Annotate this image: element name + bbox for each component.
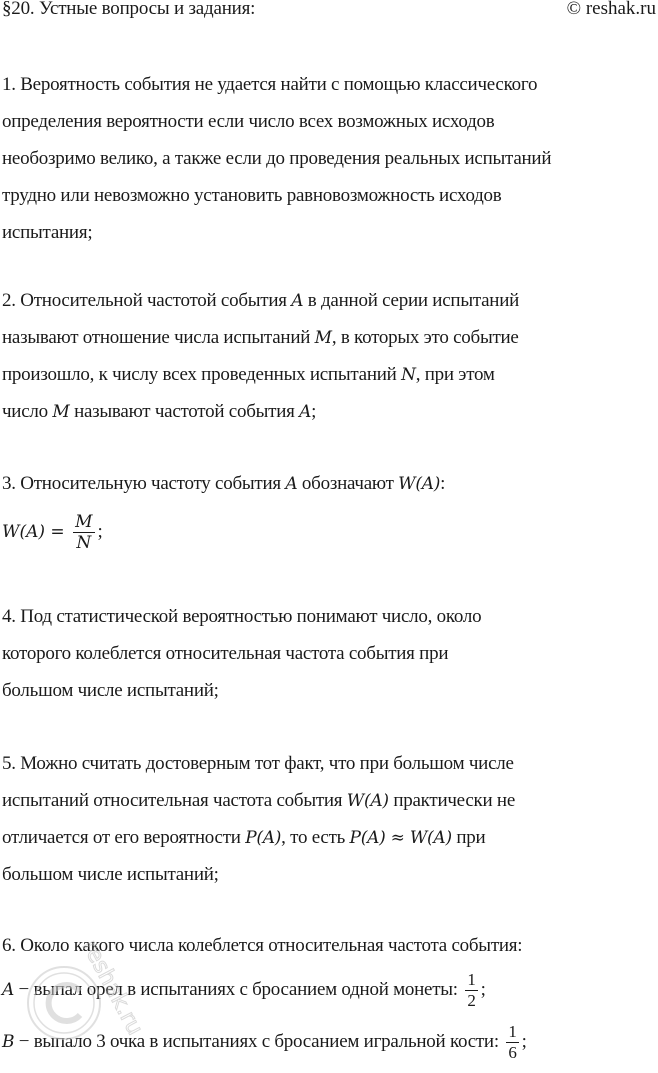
text-line-event-a: A − выпал орел в испытаниях с бросанием одной монеты: $\frac{1}{2}$ ;: [2, 970, 486, 1011]
answer-item-4: [2, 598, 656, 709]
fraction: $\frac{M}{N}$: [75, 512, 93, 554]
item-number: 2.: [2, 290, 16, 311]
math-w-of-a: W(A): [398, 474, 441, 494]
answer-item-6: [2, 927, 656, 1068]
item-number: 3.: [2, 473, 16, 494]
svg-text:reshak.ru: reshak.ru: [76, 936, 148, 1040]
text-line: необозримо велико, а также если до проведения реальных испытаний: [2, 148, 552, 169]
text-line: называют отношение числа испытаний M, в которых это событие: [2, 327, 519, 348]
text-line: большом числе испытаний;: [2, 680, 219, 701]
answer-item-2: [2, 282, 656, 430]
math-w-of-a: W(A): [346, 791, 389, 811]
fraction-one-sixth: $\frac{1}{6}$: [508, 1022, 517, 1063]
math-var-n: N: [401, 365, 416, 385]
item-number: 4.: [2, 606, 16, 627]
math-var-a: A: [291, 291, 304, 311]
text-line: отличается от его вероятности P(A), то есть P(A) ≈ W(A) при: [2, 827, 486, 848]
fraction-one-half: $\frac{1}{2}$: [467, 970, 476, 1011]
math-var-m: M: [314, 328, 332, 348]
page-header: [2, 0, 656, 22]
math-approx: P(A) ≈ W(A): [349, 828, 452, 848]
section-title: §20. Устные вопросы и задания:: [2, 0, 256, 19]
text-line: 5. Можно считать достоверным тот факт, что при большом числе: [2, 753, 514, 774]
text-line: испытания;: [2, 222, 93, 243]
text-line: 2. Относительной частотой события A в данной серии испытаний: [2, 290, 520, 311]
math-var-a: A: [299, 402, 312, 422]
text-line-event-b: B − выпало 3 очка в испытаниях с бросанием игральной кости: $\frac{1}{6}$ ;: [2, 1022, 527, 1063]
text-line: трудно или невозможно установить равновозможность исходов: [2, 185, 502, 206]
answer-item-5: [2, 745, 656, 893]
copyright-label: © reshak.ru: [566, 0, 656, 19]
formula-relative-frequency: W(A) = $\frac{M}{N}$ ;: [2, 512, 103, 554]
answer-item-1: [2, 66, 656, 251]
text-line: произошло, к числу всех проведенных испытаний N, при этом: [2, 364, 495, 385]
answer-item-3: [2, 465, 656, 562]
math-p-of-a: P(A): [245, 828, 282, 848]
item-number: 6.: [2, 935, 16, 956]
text-line: которого колеблется относительная частота события при: [2, 643, 449, 664]
text-line: 3. Относительную частоту события A обозначают W(A):: [2, 473, 446, 494]
text-line: определения вероятности если число всех возможных исходов: [2, 111, 495, 132]
item-number: 1.: [2, 74, 16, 95]
text-line: 4. Под статистической вероятностью понимают число, около: [2, 606, 482, 627]
text-line: большом числе испытаний;: [2, 864, 219, 885]
text-line: испытаний относительная частота события W(A) практически не: [2, 790, 516, 811]
text-line: 6. Около какого числа колеблется относительная частота события:: [2, 935, 523, 956]
text-line: 1. Вероятность события не удается найти с помощью классического: [2, 74, 538, 95]
item-number: 5.: [2, 753, 16, 774]
text-line: число M называют частотой события A;: [2, 401, 317, 422]
math-var-m: M: [52, 402, 70, 422]
math-var-a: A: [285, 474, 298, 494]
